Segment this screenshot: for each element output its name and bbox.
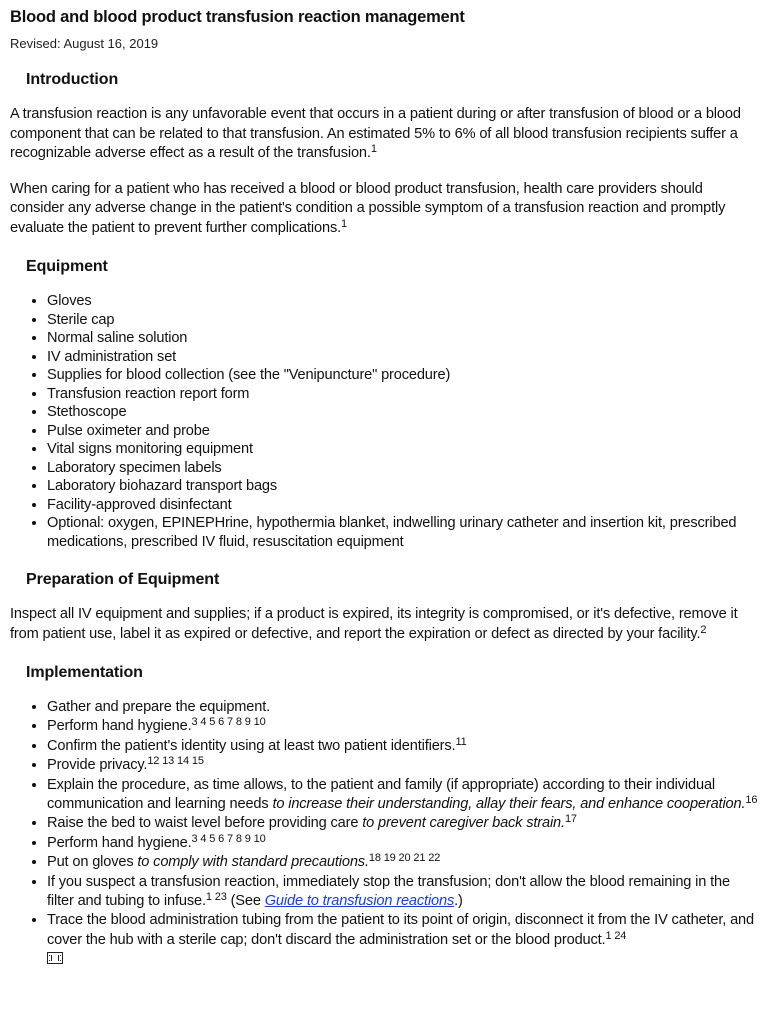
reference-superscript: 17	[564, 813, 577, 826]
introduction-paragraph-1	[10, 105, 758, 164]
list-item: • Supplies for blood collection (see the "Venipuncture" procedure)	[47, 366, 758, 385]
reference-superscript: 1 24	[605, 929, 627, 942]
step-text: Gather and prepare the equipment.	[47, 699, 271, 715]
list-item: • Normal saline solution	[47, 329, 758, 348]
list-item	[47, 814, 758, 833]
list-item: • Pulse oximeter and probe	[47, 422, 758, 441]
reference-superscript: 16	[745, 794, 758, 807]
reference-superscript: 12 13 14 15	[147, 755, 204, 768]
list-item: • Optional: oxygen, EPINEPHrine, hypothermia blanket, indwelling urinary catheter and insertion kit, prescribed medications, prescribed IV fluid, resuscitation equipment	[47, 514, 758, 551]
step-text: Trace the blood administration tubing from the patient to its point of origin, disconnect it from the IV catheter, and cover the hub with a sterile cap; don't discard the administration set or the blood product.	[47, 912, 754, 948]
reference-superscript: 3 4 5 6 7 8 9 10	[191, 716, 266, 729]
rationale-text: to increase their understanding, allay their fears, and enhance cooperation.	[272, 796, 746, 813]
implementation-list	[10, 698, 758, 971]
reference-superscript: 1	[370, 143, 377, 155]
list-item: • Laboratory specimen labels	[47, 459, 758, 478]
list-item: • IV administration set	[47, 348, 758, 367]
list-item	[47, 698, 758, 717]
reference-superscript: 2	[700, 623, 707, 636]
list-item: • Stethoscope	[47, 403, 758, 422]
list-item: • Sterile cap	[47, 311, 758, 330]
list-item: • Transfusion reaction report form	[47, 385, 758, 404]
film-icon[interactable]	[47, 952, 63, 964]
step-text: Raise the bed to waist level before providing care	[47, 815, 363, 832]
step-text: Explain the procedure, as time allows, to the patient and family (if appropriate) according to their individual communication and learning needs	[47, 776, 716, 813]
introduction-heading: Introduction	[26, 71, 119, 88]
revised-date: Revised: August 16, 2019	[10, 36, 159, 51]
reference-superscript: 1 23	[205, 891, 227, 904]
step-text: .)	[454, 893, 463, 910]
step-text: If you suspect a transfusion reaction, immediately stop the transfusion; don't allow the blood remaining in the filter and tubing to infuse.	[47, 873, 730, 910]
step-text: Provide privacy.	[47, 757, 148, 774]
list-item	[47, 737, 758, 756]
list-item	[47, 911, 758, 970]
step-text: Confirm the patient's identity using at least two patient identifiers.	[47, 737, 456, 754]
rationale-text: to prevent caregiver back strain.	[362, 815, 565, 832]
page-title: Blood and blood product transfusion reaction management	[10, 8, 465, 26]
equipment-list	[10, 292, 758, 551]
list-item	[47, 853, 758, 872]
step-text: Perform hand hygiene.	[47, 834, 192, 851]
list-item: • Vital signs monitoring equipment	[47, 440, 758, 459]
reference-superscript: 11	[455, 735, 467, 748]
preparation-heading: Preparation of Equipment	[26, 571, 220, 588]
reference-superscript: 3 4 5 6 7 8 9 10	[191, 832, 266, 845]
implementation-heading: Implementation	[26, 664, 143, 681]
reference-superscript: 18 19 20 21 22	[368, 852, 441, 865]
step-text: Put on gloves	[47, 854, 138, 871]
list-item: • Laboratory biohazard transport bags	[47, 477, 758, 496]
list-item	[47, 717, 758, 736]
list-item: • Facility-approved disinfectant	[47, 496, 758, 515]
list-item	[47, 834, 758, 853]
paragraph-text: Inspect all IV equipment and supplies; if a product is expired, its integrity is compromised, or it's defective, remove it from patient use, label it as expired or defective, and report the expiration or defect as directed by your facility.	[10, 606, 738, 642]
list-item	[47, 873, 758, 912]
introduction-paragraph-2	[10, 180, 758, 239]
equipment-heading: Equipment	[26, 258, 108, 275]
paragraph-text: When caring for a patient who has received a blood or blood product transfusion, health care providers should consider any adverse change in the patient's condition a possible symptom of a transfusion reaction and promptly evaluate the patient to prevent further complications.	[10, 180, 726, 236]
list-item: • Gloves	[47, 292, 758, 311]
list-item	[47, 756, 758, 775]
paragraph-text: A transfusion reaction is any unfavorable event that occurs in a patient during or after transfusion of blood or a blood component that can be related to that transfusion. An estimated 5% to 6% of all blood transfusion recipients suffer a recognizable adverse effect as a result of the transfusion.	[10, 106, 741, 161]
preparation-paragraph	[10, 605, 758, 644]
list-item	[47, 776, 758, 815]
step-text: Perform hand hygiene.	[47, 718, 192, 735]
rationale-text: to comply with standard precautions.	[137, 854, 369, 871]
guide-to-transfusion-reactions-link[interactable]: Guide to transfusion reactions	[264, 893, 455, 910]
step-text: (See	[226, 893, 265, 910]
reference-superscript: 1	[341, 217, 347, 230]
